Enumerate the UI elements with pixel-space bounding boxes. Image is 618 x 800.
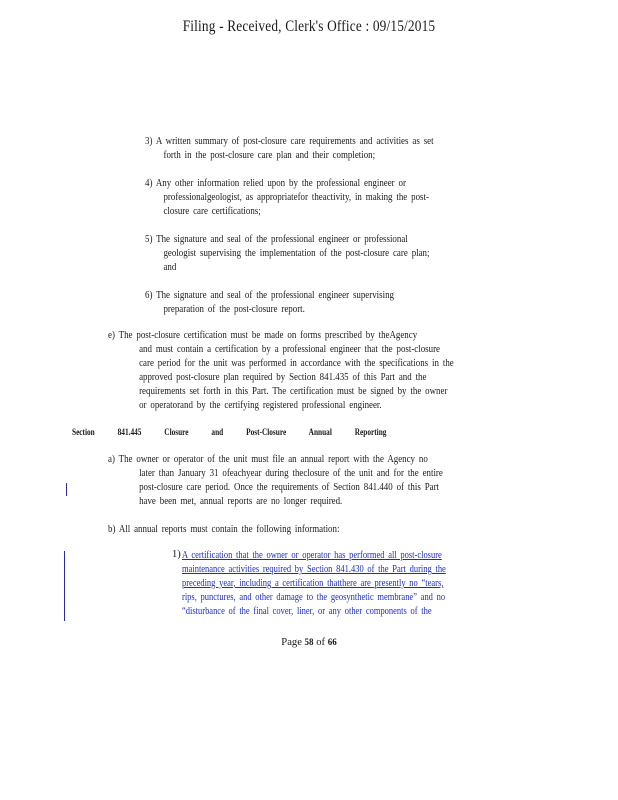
filing-header: Filing - Received, Clerk's Office : 09/15/2015 <box>182 18 436 35</box>
footer-of-label: of <box>316 637 326 648</box>
item-1-line-3: preceding year, including a certification thatthere are presently no “tears, <box>182 578 444 589</box>
item-4-line-1: 4) Any other information relied upon by the professional engineer or <box>145 178 406 189</box>
section-title-closure: Closure <box>164 428 189 438</box>
paragraph-e <box>108 329 454 413</box>
section-label: Section <box>72 428 95 438</box>
item-6-line-2: preparation of the post-closure report. <box>163 304 305 315</box>
footer-page-label: Page <box>281 637 302 648</box>
para-e-line-3: care period for the unit was performed in accordance with the specifications in the <box>139 358 454 369</box>
section-number: 841.445 <box>117 428 142 438</box>
list-item-4 <box>145 177 429 219</box>
revision-bar <box>66 483 67 496</box>
para-e-line-1: e) The post-closure certification must be made on forms prescribed by theAgency <box>108 330 418 341</box>
para-a-line-1: a) The owner or operator of the unit must file an annual report with the Agency no <box>108 454 428 465</box>
para-e-line-4: approved post-closure plan required by Section 841.435 of this Part and the <box>139 372 427 383</box>
revision-bar <box>64 551 65 621</box>
list-item-3 <box>145 135 434 163</box>
item-4-line-3: closure care certifications; <box>163 206 261 217</box>
section-title-reporting: Reporting <box>354 428 387 438</box>
section-title-annual: Annual <box>308 428 332 438</box>
para-a-line-2: later than January 31 ofeachyear during theclosure of the unit and for the entire <box>139 468 443 479</box>
para-e-line-5: requirements set forth in this Part. The certification must be signed by the owner <box>139 386 448 397</box>
list-item-5 <box>145 233 429 275</box>
section-heading <box>72 428 407 438</box>
item-3-line-2: forth in the post-closure care plan and their completion; <box>163 150 376 161</box>
para-a-line-4: have been met, annual reports are no longer required. <box>139 496 343 507</box>
paragraph-b: b) All annual reports must contain the following information: <box>108 524 340 535</box>
item-1-line-5: “disturbance of the final cover, liner, or any other components of the <box>182 606 432 617</box>
para-e-line-2: and must contain a certification by a professional engineer that the post-closure <box>139 344 441 355</box>
paragraph-a <box>108 453 443 509</box>
para-e-line-6: or operatorand by the certifying registered professional engineer. <box>139 400 382 411</box>
item-5-line-1: 5) The signature and seal of the professional engineer or professional <box>145 234 408 245</box>
list-item-6 <box>145 289 394 317</box>
section-title-post-closure: Post-Closure <box>246 428 287 438</box>
item-6-line-1: 6) The signature and seal of the professional engineer supervising <box>145 290 394 301</box>
item-4-line-2: professionalgeologist, as appropriatefor theactivity, in making the post- <box>163 192 429 203</box>
item-1-line-1: A certification that the owner or operator has performed all post-closure <box>182 550 442 561</box>
footer-page-number: 58 <box>304 637 314 647</box>
section-title-and: and <box>211 428 224 438</box>
item-1-line-2: maintenance activities required by Section 841.430 of the Part during the <box>182 564 446 575</box>
item-1-number: 1) <box>172 549 181 560</box>
para-a-line-3: post-closure care period. Once the requirements of Section 841.440 of this Part <box>139 482 440 493</box>
item-1-text <box>182 549 446 619</box>
footer-page-total: 66 <box>327 637 337 647</box>
item-5-line-3: and <box>163 262 177 273</box>
item-3-line-1: 3) A written summary of post-closure care requirements and activities as set <box>145 136 434 147</box>
page-footer <box>0 637 618 648</box>
item-1-line-4: rips, punctures, and other damage to the geosynthetic membrane” and no <box>182 592 446 603</box>
item-5-line-2: geologist supervising the implementation of the post-closure care plan; <box>163 248 430 259</box>
